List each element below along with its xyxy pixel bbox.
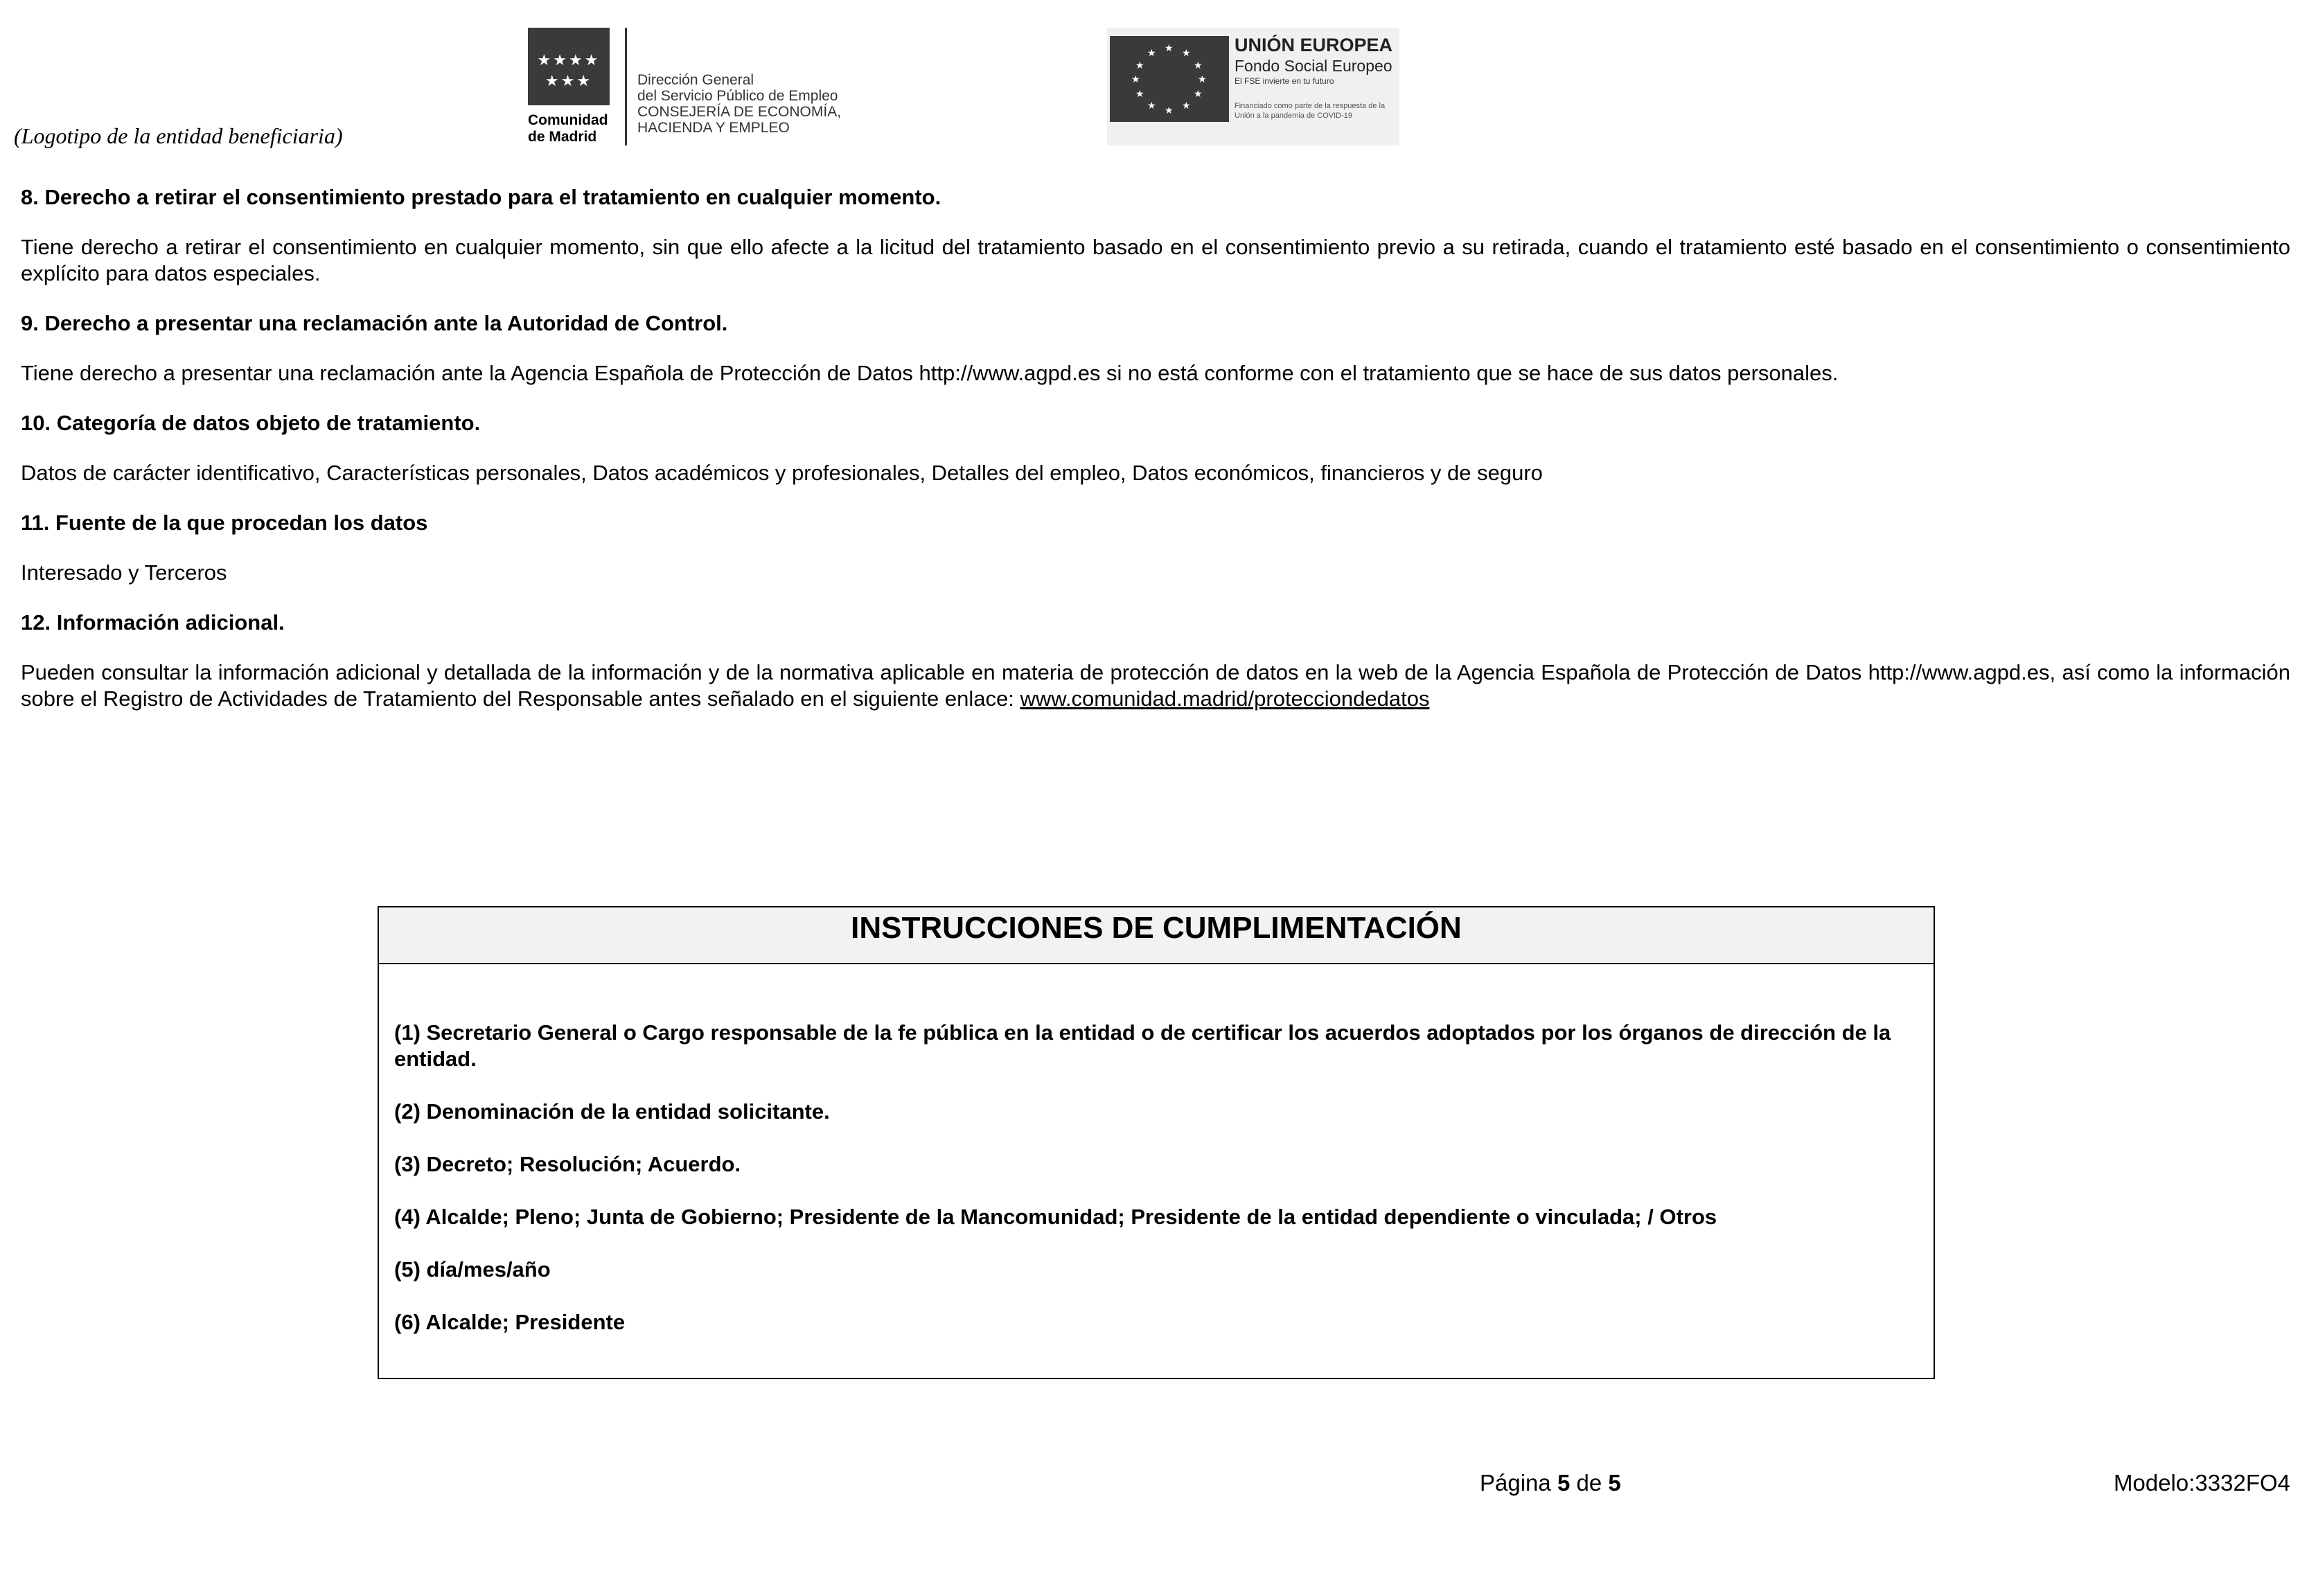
section-heading: 9. Derecho a presentar una reclamación ante la Autoridad de Control. [21, 311, 728, 335]
eu-flag-icon [1110, 36, 1229, 122]
logo-divider [625, 28, 627, 145]
instructions-box [378, 906, 1935, 1379]
instructions-title: INSTRUCCIONES DE CUMPLIMENTACIÓN [379, 907, 1934, 964]
section-heading: 8. Derecho a retirar el consentimiento prestado para el tratamiento en cualquier momento. [21, 185, 941, 209]
cam-dept-line: Dirección General [637, 72, 754, 88]
page-total: 5 [1608, 1470, 1621, 1496]
instruction-item: (4) Alcalde; Pleno; Junta de Gobierno; Presidente de la Mancomunidad; Presidente de la entidad dependiente o vinculada; / Otros [394, 1205, 1717, 1229]
cam-name-line: de Madrid [528, 129, 597, 145]
eu-star-icon: ★ [1198, 73, 1207, 85]
model-code: Modelo:3332FO4 [2114, 1470, 2290, 1496]
page-label: Página [1480, 1470, 1551, 1496]
eu-star-icon: ★ [1182, 100, 1191, 111]
instruction-item: (5) día/mes/año [394, 1257, 551, 1282]
cam-department [637, 72, 841, 136]
cam-name [528, 112, 608, 145]
section-body: Tiene derecho a presentar una reclamación ante la Agencia Española de Protección de Datos http://www.agpd.es si no está conforme con el tratamiento que se hace de sus datos personales. [21, 361, 1839, 385]
protection-data-link[interactable]: www.comunidad.madrid/protecciondedatos [1020, 686, 1430, 711]
instruction-item: (1) Secretario General o Cargo responsable de la fe pública en la entidad o de certificar los acuerdos adoptados por los órganos de dirección de la entidad. [394, 1020, 1891, 1071]
section-body: Datos de carácter identificativo, Características personales, Datos académicos y profesionales, Detalles del empleo, Datos económicos, financieros y de seguro [21, 461, 1543, 485]
eu-star-icon: ★ [1194, 88, 1203, 99]
eu-star-icon: ★ [1147, 100, 1156, 111]
instruction-item: (2) Denominación de la entidad solicitante. [394, 1099, 830, 1124]
eu-star-icon: ★ [1165, 105, 1174, 116]
eu-tagline: El FSE invierte en tu futuro [1235, 76, 1334, 86]
privacy-info-sections [21, 184, 2290, 712]
instruction-item: (6) Alcalde; Presidente [394, 1310, 626, 1334]
eu-star-icon: ★ [1135, 88, 1144, 99]
cam-dept-line: del Servicio Público de Empleo [637, 88, 838, 104]
cam-dept-line: CONSEJERÍA DE ECONOMÍA, [637, 104, 842, 120]
eu-fund-name: Fondo Social Europeo [1235, 57, 1392, 75]
eu-star-icon: ★ [1194, 60, 1203, 71]
eu-fse-logo [1107, 28, 1399, 145]
instructions-list [379, 964, 1934, 1336]
page-number [1480, 1470, 1621, 1496]
eu-funding-note: Financiado como parte de la respuesta de la Unión a la pandemia de COVID-19 [1235, 102, 1386, 120]
comunidad-madrid-logo [528, 28, 860, 145]
section-body-text: Pueden consultar la información adicional y detallada de la información y de la normativa aplicable en materia de protección de datos en la web de la Agencia Española de Protección de Datos http://www.agpd.es, así como la información sobre el Registro de Actividades de Tratamiento del Responsable antes señalado en el siguiente enlace: [21, 660, 2290, 711]
instruction-item: (3) Decreto; Resolución; Acuerdo. [394, 1152, 741, 1176]
eu-star-icon: ★ [1131, 73, 1140, 85]
section-body: Tiene derecho a retirar el consentimiento en cualquier momento, sin que ello afecte a la licitud del tratamiento basado en el consentimiento previo a su retirada, cuando el tratamiento esté basado en el consentimiento o consentimiento explícito para datos especiales. [21, 235, 2290, 285]
eu-title: UNIÓN EUROPEA [1235, 35, 1393, 55]
section-body [21, 659, 2290, 712]
beneficiary-logo-placeholder: (Logotipo de la entidad beneficiaria) [14, 123, 343, 148]
eu-star-icon: ★ [1182, 47, 1191, 58]
page-current: 5 [1557, 1470, 1571, 1496]
section-heading: 11. Fuente de la que procedan los datos [21, 511, 428, 535]
eu-star-icon: ★ [1165, 42, 1174, 53]
madrid-flag-icon: ★★★★ ★★★ [528, 28, 610, 105]
section-heading: 10. Categoría de datos objeto de tratamiento. [21, 411, 481, 435]
page-of: de [1576, 1470, 1602, 1496]
cam-name-line: Comunidad [528, 112, 608, 128]
eu-star-icon: ★ [1135, 60, 1144, 71]
eu-star-icon: ★ [1147, 47, 1156, 58]
cam-dept-line: HACIENDA Y EMPLEO [637, 120, 790, 136]
section-body: Interesado y Terceros [21, 560, 227, 585]
section-heading: 12. Información adicional. [21, 610, 285, 635]
